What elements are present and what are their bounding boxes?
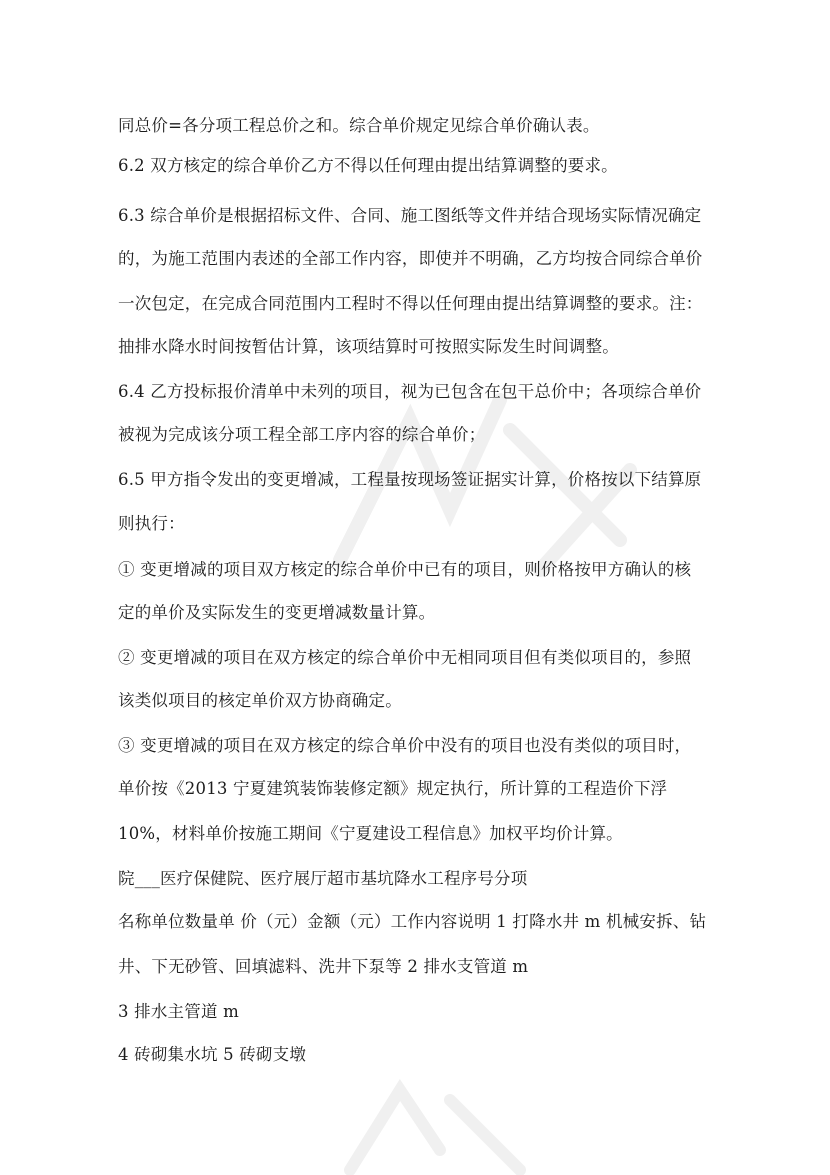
text-line: 4 砖砌集水坑 5 砖砌支墩 bbox=[118, 1045, 307, 1064]
text-line: 6.5 甲方指令发出的变更增减，工程量按现场签证据实计算，价格按以下结算原 bbox=[118, 470, 702, 489]
text-line: 院___医疗保健院、医疗展厅超市基坑降水工程序号分项 bbox=[118, 869, 528, 888]
text-line: 的，为施工范围内表述的全部工作内容，即使并不明确，乙方均按合同综合单价 bbox=[118, 249, 703, 268]
watermark-stamp-icon bbox=[330, 1060, 530, 1175]
text-line: 10%，材料单价按施工期间《宁夏建设工程信息》加权平均价计算。 bbox=[118, 824, 623, 843]
text-line: 一次包定，在完成合同范围内工程时不得以任何理由提出结算调整的要求。注： bbox=[118, 294, 703, 313]
text-line: 该类似项目的核定单价双方协商确定。 bbox=[118, 691, 402, 710]
text-line: ② 变更增减的项目在双方核定的综合单价中无相同项目但有类似项目的，参照 bbox=[118, 648, 692, 667]
text-line: 定的单价及实际发生的变更增减数量计算。 bbox=[118, 603, 436, 622]
text-line: 6.3 综合单价是根据招标文件、合同、施工图纸等文件并结合现场实际情况确定 bbox=[118, 206, 702, 225]
text-line: 名称单位数量单 价（元）金额（元）工作内容说明 1 打降水井 m 机械安拆、钻 bbox=[118, 912, 707, 931]
text-line: 同总价=各分项工程总价之和。综合单价规定见综合单价确认表。 bbox=[118, 116, 600, 135]
text-line: ① 变更增减的项目双方核定的综合单价中已有的项目，则价格按甲方确认的核 bbox=[118, 560, 692, 579]
text-line: ③ 变更增减的项目在双方核定的综合单价中没有的项目也没有类似的项目时， bbox=[118, 736, 692, 755]
text-line: 则执行： bbox=[118, 514, 185, 533]
text-line: 单价按《2013 宁夏建筑装饰装修定额》规定执行，所计算的工程造价下浮 bbox=[118, 779, 668, 798]
text-line: 3 排水主管道 m bbox=[118, 1002, 239, 1021]
text-line: 抽排水降水时间按暂估计算，该项结算时可按照实际发生时间调整。 bbox=[118, 337, 619, 356]
text-line: 井、下无砂管、回填滤料、洗井下泵等 2 排水支管道 m bbox=[118, 957, 529, 976]
text-line: 被视为完成该分项工程全部工序内容的综合单价； bbox=[118, 425, 486, 444]
text-line: 6.4 乙方投标报价清单中未列的项目，视为已包含在包干总价中；各项综合单价 bbox=[118, 382, 702, 401]
text-line: 6.2 双方核定的综合单价乙方不得以任何理由提出结算调整的要求。 bbox=[118, 156, 618, 175]
